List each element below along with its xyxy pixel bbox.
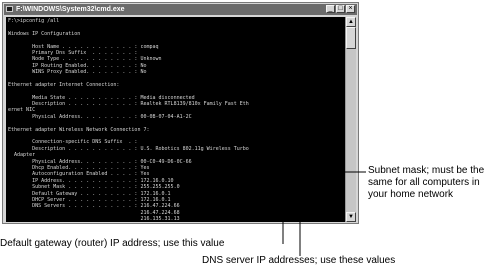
- console-line: Ethernet adapter Internet Connection:: [8, 81, 120, 88]
- console-line: Default Gateway . . . . . . . . . : 172.16.0.1: [8, 190, 171, 197]
- title-bar[interactable]: [4, 4, 357, 15]
- subnet-mask-callout: Subnet mask; must be the same for all computers in your home network: [368, 165, 485, 200]
- console-line: DHCP Server . . . . . . . . . . . : 172.16.0.1: [8, 196, 171, 203]
- console-line: DNS Servers . . . . . . . . . . . : 216.47.224.66: [8, 203, 180, 210]
- console-line: Subnet Mask . . . . . . . . . . . : 255.255.255.0: [8, 184, 180, 191]
- console-line: Autoconfiguration Enabled . . . . : Yes: [8, 171, 150, 178]
- console-line: IP Routing Enabled. . . . . . . . : No: [8, 62, 147, 69]
- window-title: F:\WINDOWS\System32\cmd.exe: [16, 6, 125, 13]
- command-prompt-window: [2, 2, 359, 224]
- console-output[interactable]: [6, 17, 346, 222]
- console-line: IP Address. . . . . . . . . . . . : 172.16.0.10: [8, 177, 174, 184]
- console-line: 216.47.224.68: [8, 209, 180, 216]
- console-line: Primary Dns Suffix . . . . . . . :: [8, 49, 138, 56]
- console-line: Media State . . . . . . . . . . . : Media disconnected: [8, 94, 195, 101]
- console-line: Windows IP Configuration: [8, 30, 81, 37]
- console-line: Physical Address. . . . . . . . . : 00-C0-49-D6-0C-66: [8, 158, 192, 165]
- console-line: Description . . . . . . . . . . . : U.S. Robotics 802.11g Wireless Turbo: [8, 145, 249, 152]
- console-line: Adapter: [8, 152, 36, 159]
- console-line: 216.135.31.13: [8, 216, 180, 222]
- console-line: Physical Address. . . . . . . . . : 00-0B-07-04-A1-2C: [8, 113, 192, 120]
- minimize-button[interactable]: _: [326, 5, 335, 13]
- dns-servers-callout: DNS server IP addresses; use these values: [202, 255, 396, 266]
- maximize-button[interactable]: □: [336, 5, 345, 13]
- console-line: F:\>ipconfig /all: [8, 18, 60, 24]
- scroll-down-arrow-icon[interactable]: ▼: [346, 212, 356, 222]
- vertical-scrollbar[interactable]: [345, 17, 356, 222]
- console-line: Host Name . . . . . . . . . . . . : compaq: [8, 43, 159, 50]
- scroll-thumb[interactable]: [346, 27, 356, 49]
- console-line: ernet NIC: [8, 107, 36, 114]
- close-button[interactable]: ×: [346, 5, 355, 13]
- scroll-up-arrow-icon[interactable]: ▲: [346, 17, 356, 27]
- console-icon: [6, 6, 13, 12]
- console-line: WINS Proxy Enabled. . . . . . . . : No: [8, 69, 147, 76]
- console-line: Ethernet adapter Wireless Network Connection 7:: [8, 126, 150, 133]
- console-line: Connection-specific DNS Suffix . :: [8, 139, 138, 146]
- console-line: Description . . . . . . . . . . . : Realtek RTL8139/810x Family Fast Eth: [8, 101, 249, 108]
- console-line: Dhcp Enabled. . . . . . . . . . . : Yes: [8, 164, 150, 171]
- default-gateway-callout: Default gateway (router) IP address; use this value: [0, 238, 225, 249]
- console-line: Node Type . . . . . . . . . . . . : Unknown: [8, 56, 162, 63]
